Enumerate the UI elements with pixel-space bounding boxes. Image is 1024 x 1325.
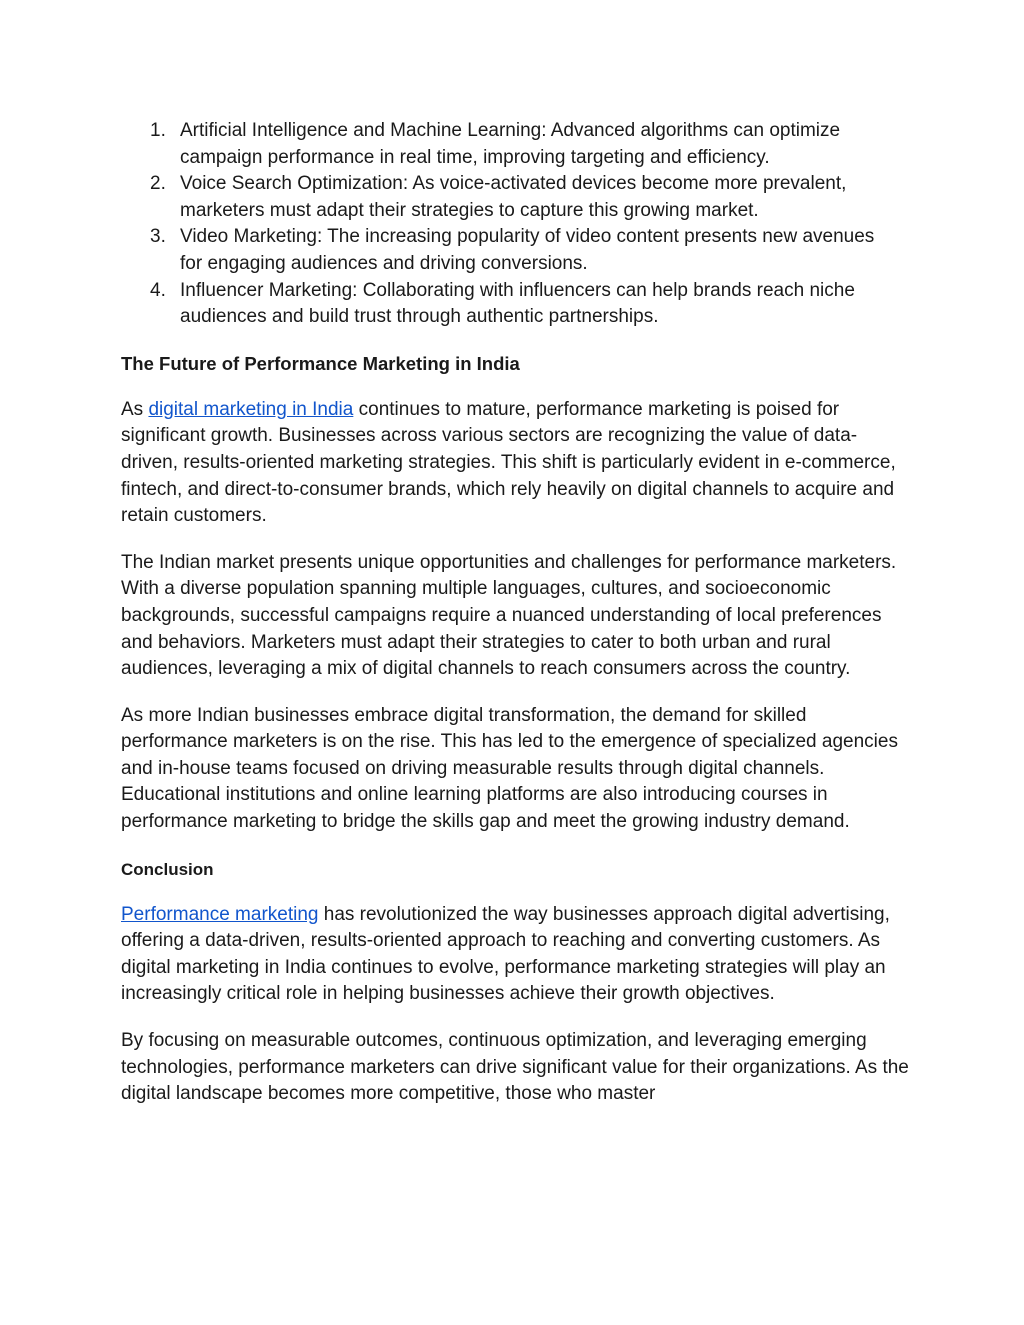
list-item-number: 3. bbox=[150, 226, 166, 248]
para1-after: continues to mature, performance marketing is poised for significant growth. Businesses across various sectors are recognizing the value of data-driven, results-oriented marketing strategies. This shift is particularly evident in e-commerce, fintech, and direct-to-consumer brands, which rely heavily on digital channels to acquire and retain customers. bbox=[121, 398, 896, 527]
list-item bbox=[121, 118, 900, 171]
list-item-number: 4. bbox=[150, 279, 166, 301]
conclusion-paragraph-2: By focusing on measurable outcomes, continuous optimization, and leveraging emerging technologies, performance marketers can drive significant value for their organizations. As the digital landscape becomes more competitive, those who master bbox=[121, 1030, 909, 1105]
list-item-text: Artificial Intelligence and Machine Learning: Advanced algorithms can optimize campaign performance in real time, improving targeting and efficiency. bbox=[180, 120, 841, 168]
para1-before: As bbox=[121, 398, 149, 420]
future-paragraph-2: The Indian market presents unique opportunities and challenges for performance marketers. With a diverse population spanning multiple languages, cultures, and socioeconomic backgrounds, successful campaigns require a nuanced understanding of local preferences and behaviors. Marketers must adapt their strategies to cater to both urban and rural audiences, leveraging a mix of digital channels to reach consumers across the country. bbox=[121, 551, 897, 680]
trends-list bbox=[121, 118, 911, 331]
list-item-number: 2. bbox=[150, 173, 166, 195]
future-heading: The Future of Performance Marketing in India bbox=[121, 352, 520, 374]
document-page bbox=[121, 118, 911, 1108]
performance-marketing-link[interactable]: Performance marketing bbox=[121, 903, 319, 925]
list-item-text: Influencer Marketing: Collaborating with influencers can help brands reach niche audiences and build trust through authentic partnerships. bbox=[180, 279, 855, 328]
list-item-number: 1. bbox=[150, 120, 166, 141]
list-item bbox=[121, 278, 900, 331]
future-paragraph-1 bbox=[121, 397, 911, 530]
list-item bbox=[121, 224, 900, 277]
conclusion-heading: Conclusion bbox=[121, 859, 214, 879]
list-item bbox=[121, 171, 900, 224]
digital-marketing-india-link[interactable]: digital marketing in India bbox=[148, 398, 354, 420]
list-item-text: Voice Search Optimization: As voice-activated devices become more prevalent, marketers must adapt their strategies to capture this growing market. bbox=[180, 173, 847, 221]
future-paragraph-3: As more Indian businesses embrace digital transformation, the demand for skilled performance marketers is on the rise. This has led to the emergence of specialized agencies and in-house teams focused on driving measurable results through digital channels. Educational institutions and online learning platforms are also introducing courses in performance marketing to bridge the skills gap and meet the growing industry demand. bbox=[121, 704, 898, 833]
para4-after: has revolutionized the way businesses approach digital advertising, offering a data-driven, results-oriented approach to reaching and converting customers. As digital marketing in India continues to evolve, performance marketing strategies will play an increasingly critical role in helping businesses achieve their growth objectives. bbox=[121, 903, 890, 1005]
conclusion-paragraph-1 bbox=[121, 902, 911, 1008]
list-item-text: Video Marketing: The increasing popularity of video content presents new avenues for engaging audiences and driving conversions. bbox=[180, 226, 875, 274]
